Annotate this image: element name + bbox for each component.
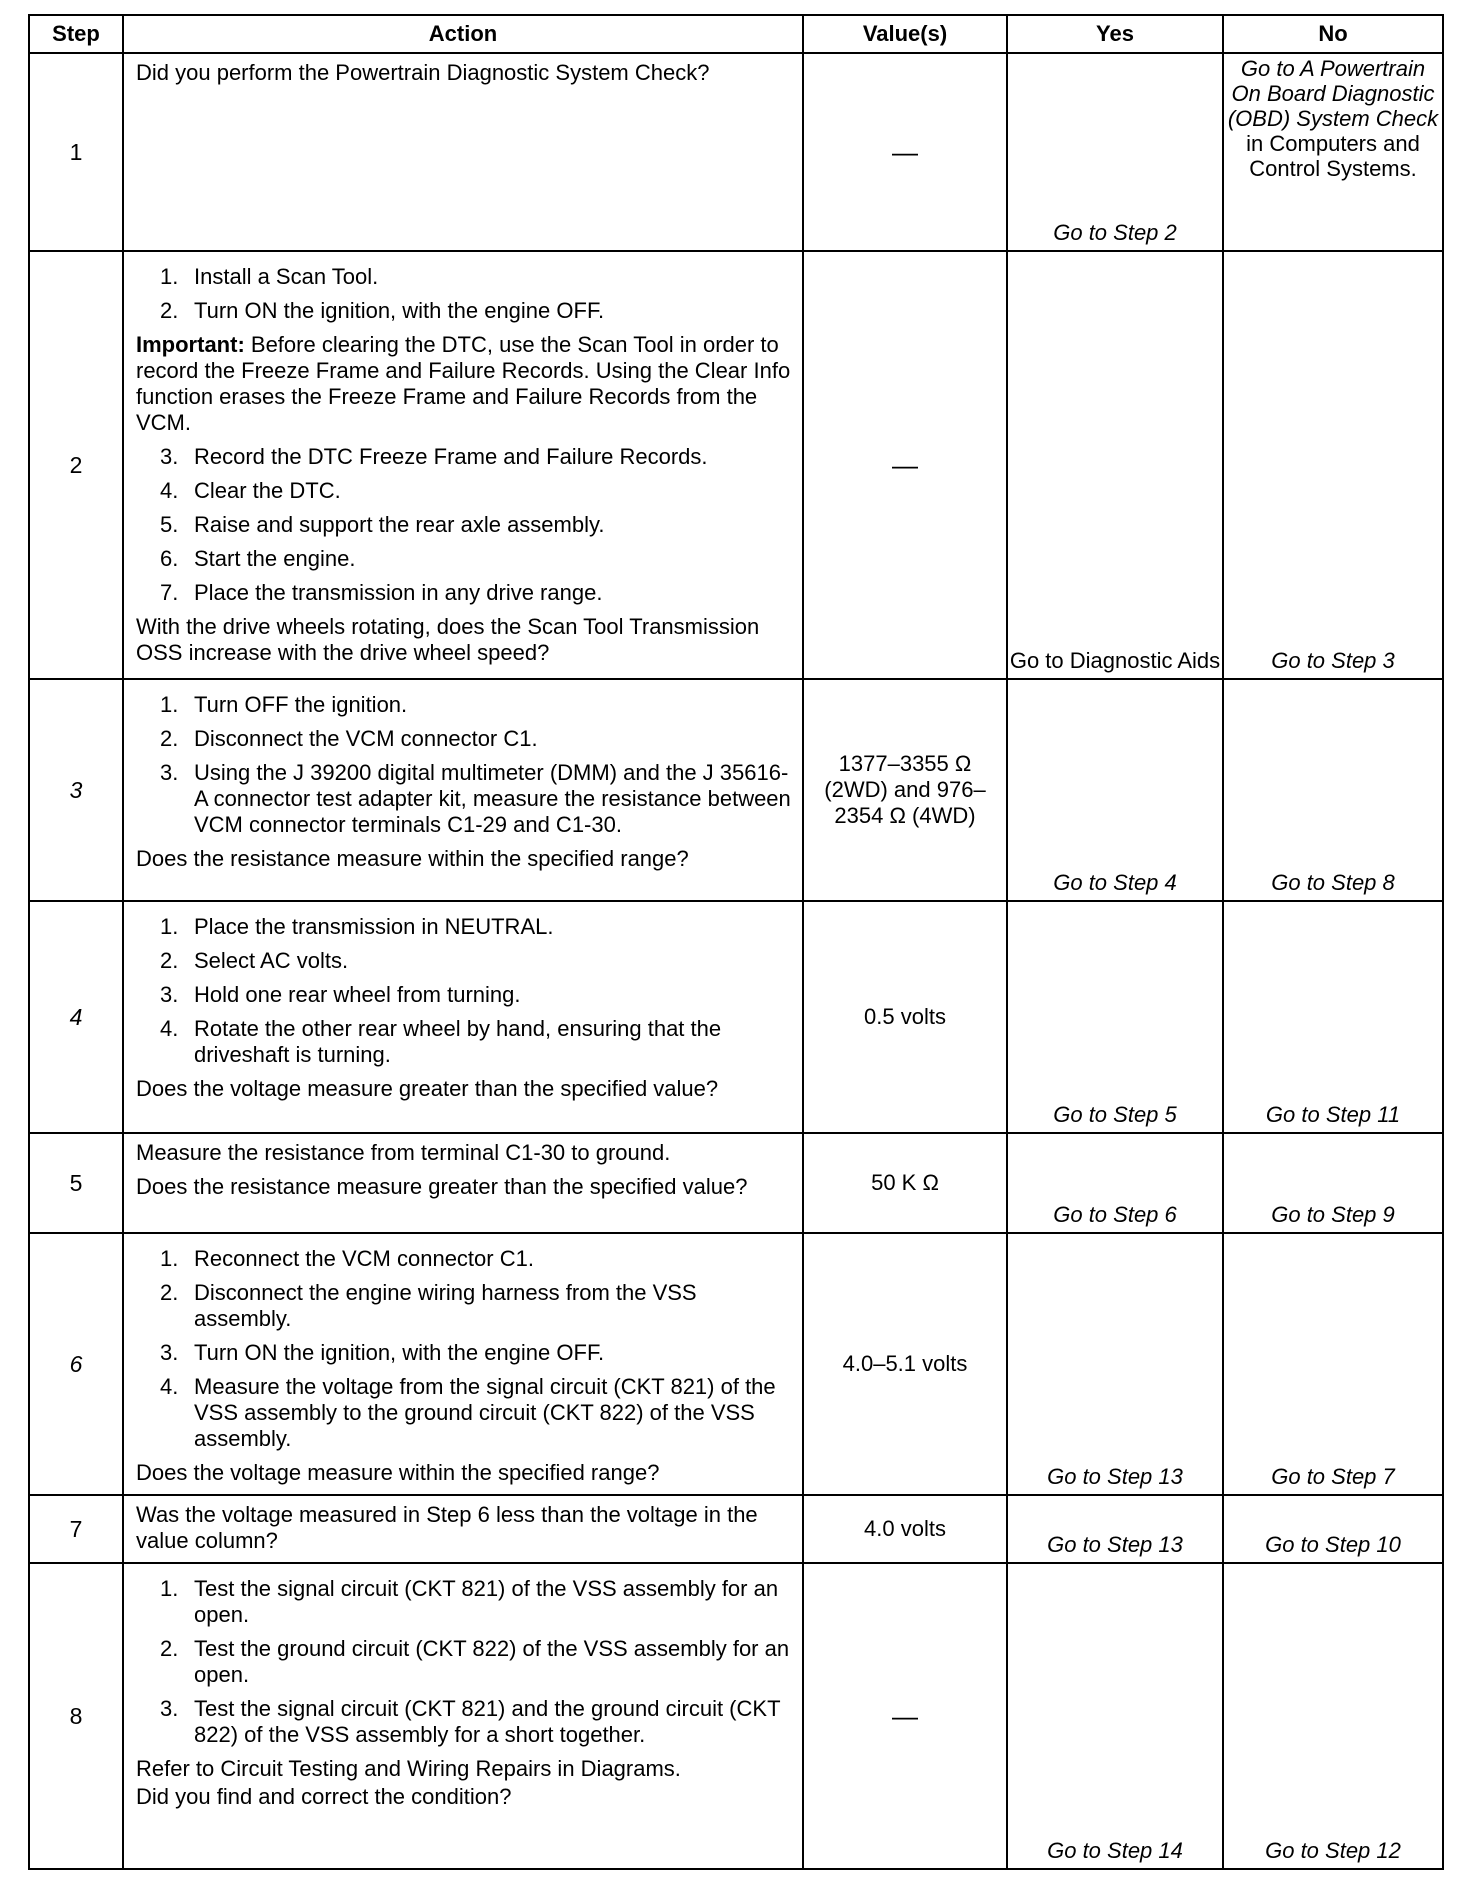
list-item: 2. Turn ON the ignition, with the engine OFF. [160, 298, 605, 323]
step-number: 1 [29, 53, 123, 251]
refer-text: Refer to Circuit Testing and Wiring Repairs in Diagrams. [136, 1756, 681, 1781]
value-cell: 50 K Ω [803, 1133, 1007, 1233]
list-item: 3. Test the signal circuit (CKT 821) and the ground circuit (CKT 822) of the VSS assembly for a short together. [160, 1696, 781, 1747]
value-cell: 4.0–5.1 volts [803, 1233, 1007, 1495]
header-row [29, 15, 1443, 53]
action-text: Measure the resistance from terminal C1-30 to ground. [136, 1140, 671, 1165]
value-cell: — [803, 53, 1007, 251]
action-list [136, 264, 792, 324]
yes-cell: Go to Diagnostic Aids [1007, 251, 1223, 679]
action-cell [123, 1563, 803, 1869]
list-item: 3. Record the DTC Freeze Frame and Failure Records. [160, 444, 708, 469]
list-item: 6. Start the engine. [160, 546, 356, 571]
list-item: 4. Rotate the other rear wheel by hand, ensuring that the driveshaft is turning. [160, 1016, 722, 1067]
step-number: 7 [29, 1495, 123, 1563]
question-text: Does the voltage measure within the specified range? [136, 1460, 660, 1485]
action-list [136, 692, 792, 838]
table-row [29, 901, 1443, 1133]
table-row [29, 679, 1443, 901]
yes-cell: Go to Step 2 [1007, 53, 1223, 251]
important-label: Important: [136, 332, 245, 357]
header-action: Action [123, 15, 803, 53]
action-list [136, 444, 792, 606]
value-cell: — [803, 1563, 1007, 1869]
action-text: Did you perform the Powertrain Diagnostic System Check? [136, 60, 710, 85]
question-text: Did you find and correct the condition? [136, 1784, 512, 1809]
list-item: 5. Raise and support the rear axle assembly. [160, 512, 605, 537]
step-number: 3 [29, 679, 123, 901]
question-text: Does the resistance measure greater than the specified value? [136, 1174, 748, 1199]
step-number: 8 [29, 1563, 123, 1869]
question-text: Does the resistance measure within the specified range? [136, 846, 689, 871]
step-number: 5 [29, 1133, 123, 1233]
step-number: 6 [29, 1233, 123, 1495]
no-cell: Go to Step 11 [1223, 901, 1443, 1133]
no-link-text: Go to A Powertrain On Board Diagnostic (OBD) System Check [1227, 56, 1439, 131]
action-cell [123, 251, 803, 679]
action-list [136, 1246, 792, 1452]
header-step: Step [29, 15, 123, 53]
value-cell: — [803, 251, 1007, 679]
action-cell [123, 901, 803, 1133]
action-cell [123, 679, 803, 901]
diagnostic-table [28, 14, 1444, 1870]
no-cell: Go to Step 3 [1223, 251, 1443, 679]
no-cell: Go to Step 8 [1223, 679, 1443, 901]
action-list [136, 1576, 792, 1748]
action-text: Was the voltage measured in Step 6 less than the voltage in the value column? [136, 1502, 758, 1553]
table-row [29, 1563, 1443, 1869]
no-cell [1223, 53, 1443, 251]
action-list [136, 914, 792, 1068]
yes-cell: Go to Step 14 [1007, 1563, 1223, 1869]
list-item: 1. Place the transmission in NEUTRAL. [160, 914, 554, 939]
yes-cell: Go to Step 6 [1007, 1133, 1223, 1233]
step-number: 4 [29, 901, 123, 1133]
question-text: With the drive wheels rotating, does the Scan Tool Transmission OSS increase with the drive wheel speed? [136, 614, 760, 665]
table-row [29, 251, 1443, 679]
list-item: 4. Measure the voltage from the signal circuit (CKT 821) of the VSS assembly to the ground circuit (CKT 822) of the VSS assembly. [160, 1374, 776, 1451]
no-cell: Go to Step 10 [1223, 1495, 1443, 1563]
list-item: 2. Select AC volts. [160, 948, 349, 973]
important-text: Before clearing the DTC, use the Scan Tool in order to record the Freeze Frame and Failure Records. Using the Clear Info function erases the Freeze Frame and Failure Records from the VCM. [136, 332, 791, 435]
list-item: 1. Install a Scan Tool. [160, 264, 379, 289]
question-text: Does the voltage measure greater than the specified value? [136, 1076, 719, 1101]
action-cell [123, 1133, 803, 1233]
table-row [29, 53, 1443, 251]
list-item: 3. Hold one rear wheel from turning. [160, 982, 521, 1007]
step-number: 2 [29, 251, 123, 679]
table-row [29, 1233, 1443, 1495]
list-item: 7. Place the transmission in any drive range. [160, 580, 603, 605]
no-cell: Go to Step 9 [1223, 1133, 1443, 1233]
no-cell: Go to Step 7 [1223, 1233, 1443, 1495]
header-values: Value(s) [803, 15, 1007, 53]
action-cell [123, 1233, 803, 1495]
action-cell [123, 53, 803, 251]
table-row [29, 1495, 1443, 1563]
yes-cell: Go to Step 5 [1007, 901, 1223, 1133]
table-row [29, 1133, 1443, 1233]
list-item: 1. Test the signal circuit (CKT 821) of the VSS assembly for an open. [160, 1576, 779, 1627]
action-cell [123, 1495, 803, 1563]
value-cell: 1377–3355 Ω (2WD) and 976–2354 Ω (4WD) [803, 679, 1007, 901]
list-item: 3. Turn ON the ignition, with the engine OFF. [160, 1340, 605, 1365]
yes-cell: Go to Step 13 [1007, 1495, 1223, 1563]
important-note [136, 332, 792, 436]
no-cell: Go to Step 12 [1223, 1563, 1443, 1869]
list-item: 3. Using the J 39200 digital multimeter (DMM) and the J 35616-A connector test adapter kit, measure the resistance between VCM connector terminals C1-29 and C1-30. [160, 760, 791, 837]
value-cell: 4.0 volts [803, 1495, 1007, 1563]
header-no: No [1223, 15, 1443, 53]
yes-cell: Go to Step 4 [1007, 679, 1223, 901]
list-item: 1. Turn OFF the ignition. [160, 692, 408, 717]
list-item: 2. Test the ground circuit (CKT 822) of the VSS assembly for an open. [160, 1636, 790, 1687]
header-yes: Yes [1007, 15, 1223, 53]
list-item: 2. Disconnect the engine wiring harness from the VSS assembly. [160, 1280, 697, 1331]
list-item: 2. Disconnect the VCM connector C1. [160, 726, 538, 751]
yes-cell: Go to Step 13 [1007, 1233, 1223, 1495]
list-item: 1. Reconnect the VCM connector C1. [160, 1246, 534, 1271]
no-location-text: in Computers and Control Systems. [1246, 131, 1420, 181]
list-item: 4. Clear the DTC. [160, 478, 341, 503]
value-cell: 0.5 volts [803, 901, 1007, 1133]
